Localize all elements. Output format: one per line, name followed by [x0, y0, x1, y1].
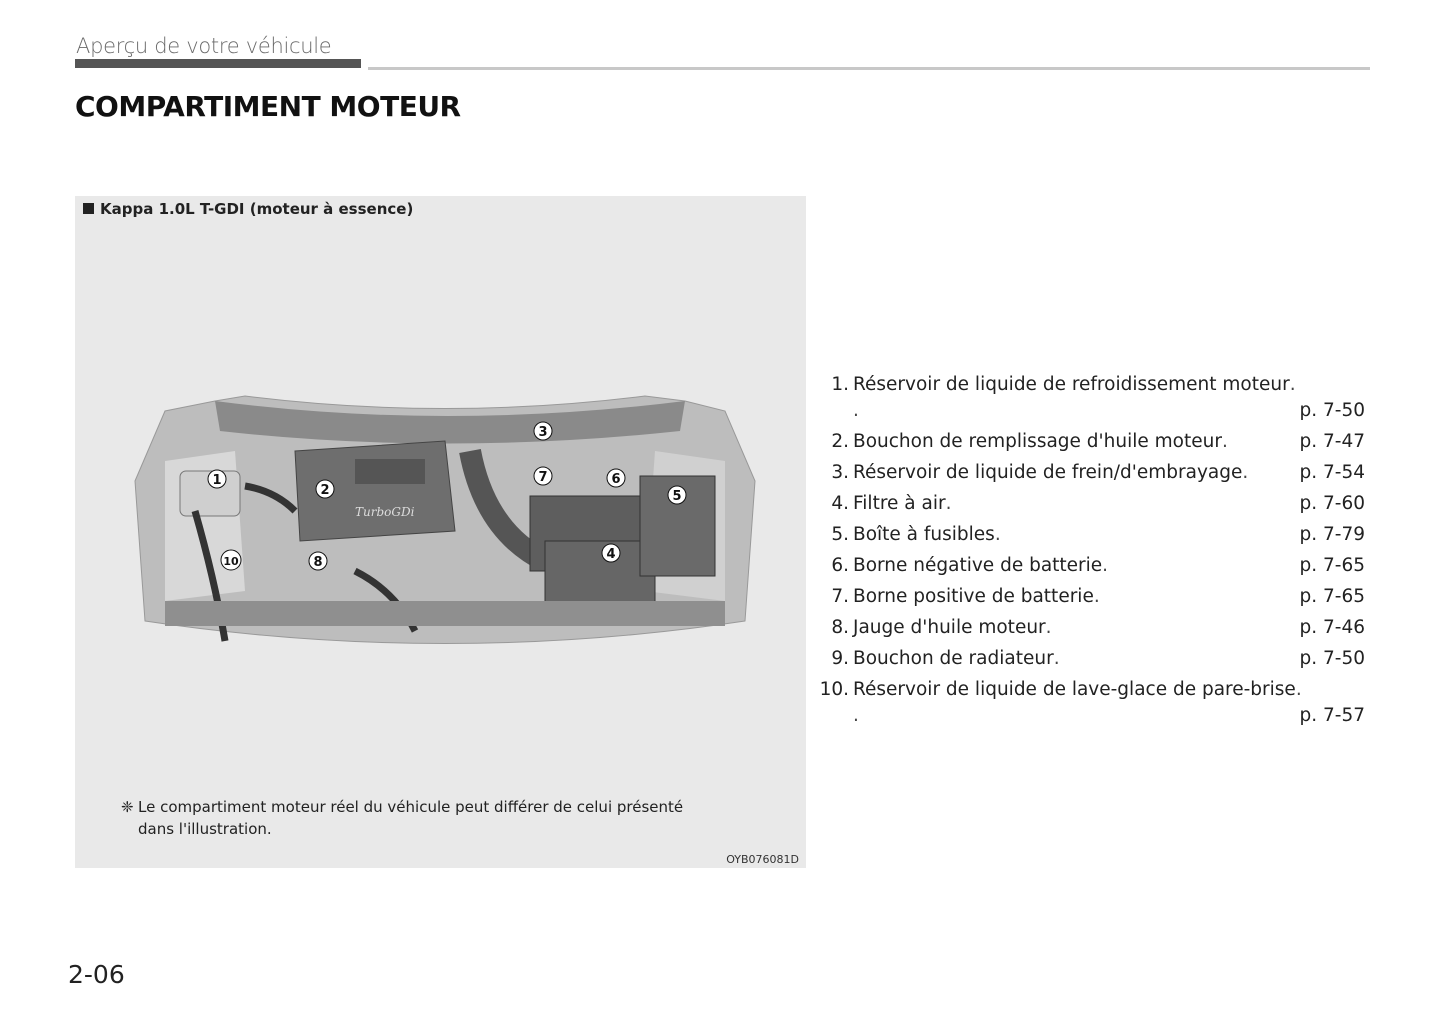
- item-number: 2.: [831, 431, 849, 452]
- callout-7: [534, 467, 552, 485]
- list-item: [815, 491, 1365, 517]
- svg-text:1: 1: [212, 473, 222, 488]
- page-number: 2-06: [68, 960, 125, 989]
- item-number: 1.: [831, 374, 849, 395]
- callout-8: [309, 552, 327, 570]
- header-rule: [368, 67, 1370, 70]
- item-number: 7.: [831, 586, 849, 607]
- item-page: p. 7-57: [1299, 705, 1365, 726]
- item-page: p. 7-65: [1299, 555, 1365, 576]
- page-title: COMPARTIMENT MOTEUR: [75, 90, 461, 123]
- list-item: [815, 522, 1365, 548]
- note-text: Le compartiment moteur réel du véhicule peut différer de celui présenté dans l'illustration.: [138, 798, 684, 838]
- item-number: 6.: [831, 555, 849, 576]
- callout-2: [316, 480, 334, 498]
- item-number: 3.: [831, 462, 849, 483]
- svg-text:7: 7: [538, 470, 548, 485]
- leader-dots: .: [1242, 462, 1249, 483]
- item-label: Réservoir de liquide de lave-glace de pare-brise: [853, 679, 1296, 700]
- list-item: [815, 615, 1365, 641]
- svg-text:10: 10: [223, 555, 239, 568]
- callout-1: [208, 470, 226, 488]
- item-page: p. 7-60: [1299, 493, 1365, 514]
- item-number: 4.: [831, 493, 849, 514]
- callout-5: [668, 486, 686, 504]
- item-page: p. 7-54: [1299, 462, 1365, 483]
- callout-3: [534, 422, 552, 440]
- leader-dots: .: [1045, 617, 1052, 638]
- item-label: Bouchon de remplissage d'huile moteur: [853, 431, 1222, 452]
- figure-note: [121, 796, 721, 840]
- leader-dots: .: [945, 493, 952, 514]
- leader-dots: .: [1102, 555, 1109, 576]
- note-mark: ❈: [121, 798, 134, 816]
- item-number: 9.: [831, 648, 849, 669]
- figure-title: [83, 200, 413, 218]
- figure-title-text: Kappa 1.0L T-GDI (moteur à essence): [100, 200, 414, 218]
- svg-text:6: 6: [611, 472, 621, 487]
- callout-10: [221, 550, 241, 570]
- item-number: 10.: [819, 679, 849, 700]
- callout-4: [602, 544, 620, 562]
- svg-text:8: 8: [313, 555, 323, 570]
- leader-dots: .: [1295, 679, 1302, 700]
- item-number: 8.: [831, 617, 849, 638]
- leader-dots: .: [1053, 648, 1060, 669]
- callout-6: [607, 469, 625, 487]
- item-page: p. 7-50: [1299, 400, 1365, 421]
- item-page: p. 7-47: [1299, 431, 1365, 452]
- leader-dots: .: [1093, 586, 1100, 607]
- svg-text:2: 2: [320, 483, 330, 498]
- section-header: Aperçu de votre véhicule: [76, 34, 332, 58]
- item-label: Jauge d'huile moteur: [853, 617, 1046, 638]
- list-item: [815, 429, 1365, 455]
- header-bar: [75, 59, 361, 68]
- item-label: Borne positive de batterie: [853, 586, 1094, 607]
- svg-text:3: 3: [538, 425, 548, 440]
- square-bullet-icon: [83, 203, 94, 214]
- item-label: Réservoir de liquide de refroidissement moteur: [853, 374, 1290, 395]
- engine-compartment-illustration: [125, 391, 765, 661]
- item-label: Filtre à air: [853, 493, 946, 514]
- list-item: [815, 646, 1365, 672]
- svg-text:4: 4: [606, 547, 616, 562]
- leader-dots: .: [1289, 374, 1296, 395]
- item-label: Borne négative de batterie: [853, 555, 1103, 576]
- engine-cover-text: TurboGDi: [355, 505, 415, 519]
- item-label: Bouchon de radiateur: [853, 648, 1054, 669]
- item-page: p. 7-65: [1299, 586, 1365, 607]
- leader-dots: .: [853, 400, 859, 421]
- figure-panel: [75, 196, 806, 868]
- list-item: [815, 460, 1365, 486]
- item-label: Réservoir de liquide de frein/d'embrayage: [853, 462, 1243, 483]
- component-list: [815, 372, 1365, 734]
- leader-dots: .: [853, 705, 859, 726]
- item-number: 5.: [831, 524, 849, 545]
- svg-text:5: 5: [672, 489, 682, 504]
- item-page: p. 7-50: [1299, 648, 1365, 669]
- item-page: p. 7-46: [1299, 617, 1365, 638]
- list-item: [815, 553, 1365, 579]
- item-page: p. 7-79: [1299, 524, 1365, 545]
- leader-dots: .: [1221, 431, 1228, 452]
- list-item: [815, 677, 1365, 729]
- list-item: [815, 372, 1365, 424]
- item-label: Boîte à fusibles: [853, 524, 995, 545]
- leader-dots: .: [994, 524, 1001, 545]
- figure-code: OYB076081D: [726, 853, 799, 866]
- list-item: [815, 584, 1365, 610]
